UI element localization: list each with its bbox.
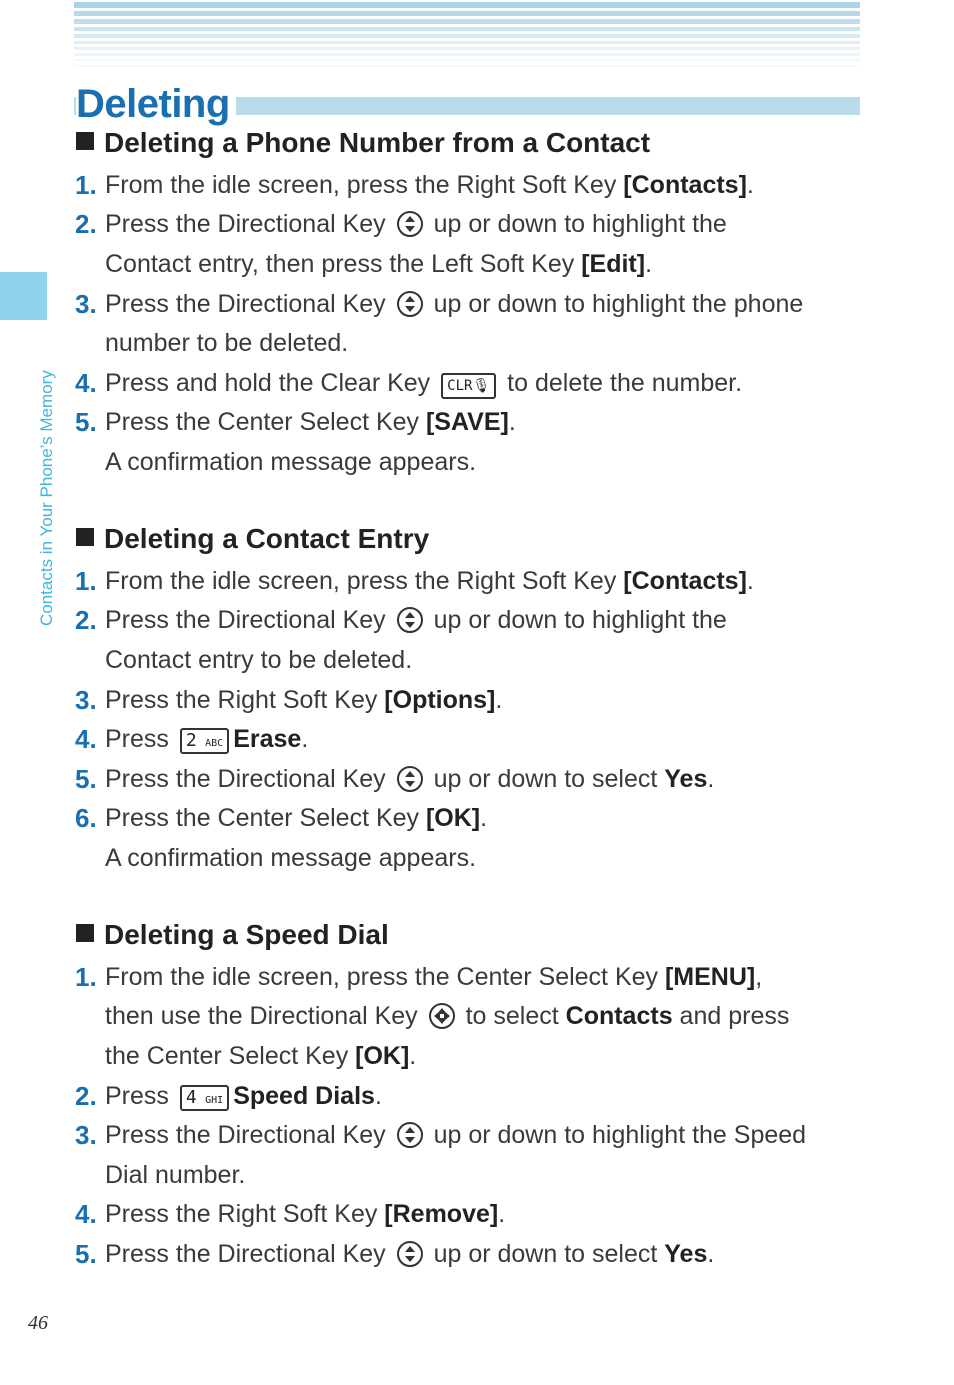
step-text: Press the Directional Key up or down to highlight the Speed <box>105 1121 807 1149</box>
step-number: 4. <box>75 1199 97 1229</box>
step-number: 1. <box>75 170 97 200</box>
step-text: Press and hold the Clear Key CLR🎙 to delete the number. <box>105 369 743 397</box>
step-text: Press 2 ABC Erase. <box>105 725 309 753</box>
step-text: Press the Directional Key up or down to highlight the <box>105 606 727 634</box>
side-label: Contacts in Your Phone’s Memory <box>37 370 56 626</box>
step-number: 4. <box>75 724 97 754</box>
directional-key-icon <box>397 607 423 633</box>
step-text: the Center Select Key [OK]. <box>105 1042 417 1070</box>
step-number: 6. <box>75 803 97 833</box>
key-2-abc-icon: 2 ABC <box>180 728 229 754</box>
step-number: 3. <box>75 1120 97 1150</box>
step-text: A confirmation message appears. <box>105 448 477 476</box>
directional-key-icon <box>397 1241 423 1267</box>
step-text: From the idle screen, press the Center Select Key [MENU], <box>105 963 763 991</box>
step-text: Press the Directional Key up or down to highlight the <box>105 210 727 238</box>
step-number: 1. <box>75 962 97 992</box>
step-text: Press the Directional Key up or down to select Yes. <box>105 765 715 793</box>
directional-key-icon <box>397 291 423 317</box>
step-number: 5. <box>75 764 97 794</box>
step-text: Press 4 GHI Speed Dials. <box>105 1082 382 1110</box>
step-text: Press the Directional Key up or down to select Yes. <box>105 1240 715 1268</box>
step-number: 1. <box>75 566 97 596</box>
page-title: Deleting <box>76 78 236 130</box>
step-text: Contact entry, then press the Left Soft Key [Edit]. <box>105 250 653 278</box>
step-text: Press the Center Select Key [OK]. <box>105 804 488 832</box>
step-number: 2. <box>75 605 97 635</box>
step-number: 3. <box>75 685 97 715</box>
directional-key-icon <box>397 766 423 792</box>
page-number: 46 <box>28 1312 48 1334</box>
step-text: Press the Right Soft Key [Options]. <box>105 686 503 714</box>
step-number: 5. <box>75 1239 97 1269</box>
step-number: 2. <box>75 209 97 239</box>
step-number: 2. <box>75 1081 97 1111</box>
step-text: Dial number. <box>105 1161 246 1189</box>
bullet-square-icon <box>76 924 94 942</box>
directional-key-icon <box>397 211 423 237</box>
step-text: Press the Center Select Key [SAVE]. <box>105 408 516 436</box>
step-number: 3. <box>75 289 97 319</box>
step-text: number to be deleted. <box>105 329 349 357</box>
directional-key-icon <box>397 1122 423 1148</box>
step-text: Contact entry to be deleted. <box>105 646 413 674</box>
key-4-ghi-icon: 4 GHI <box>180 1085 229 1111</box>
step-number: 5. <box>75 407 97 437</box>
clear-key-icon: CLR🎙 <box>441 373 496 399</box>
section-heading-speed-dial: Deleting a Speed Dial <box>76 919 389 951</box>
step-number: 4. <box>75 368 97 398</box>
step-text: then use the Directional Key to select Contacts and press <box>105 1002 790 1030</box>
bullet-square-icon <box>76 528 94 546</box>
step-text: Press the Directional Key up or down to highlight the phone <box>105 290 804 318</box>
side-tab <box>0 272 47 320</box>
step-text: Press the Right Soft Key [Remove]. <box>105 1200 506 1228</box>
bullet-square-icon <box>76 132 94 150</box>
header-stripes <box>74 2 860 74</box>
section-heading-phone-number: Deleting a Phone Number from a Contact <box>76 127 650 159</box>
step-text: From the idle screen, press the Right Soft Key [Contacts]. <box>105 171 754 199</box>
directional-key-4way-icon <box>429 1003 455 1029</box>
step-text: A confirmation message appears. <box>105 844 477 872</box>
section-heading-contact-entry: Deleting a Contact Entry <box>76 523 429 555</box>
step-text: From the idle screen, press the Right Soft Key [Contacts]. <box>105 567 754 595</box>
